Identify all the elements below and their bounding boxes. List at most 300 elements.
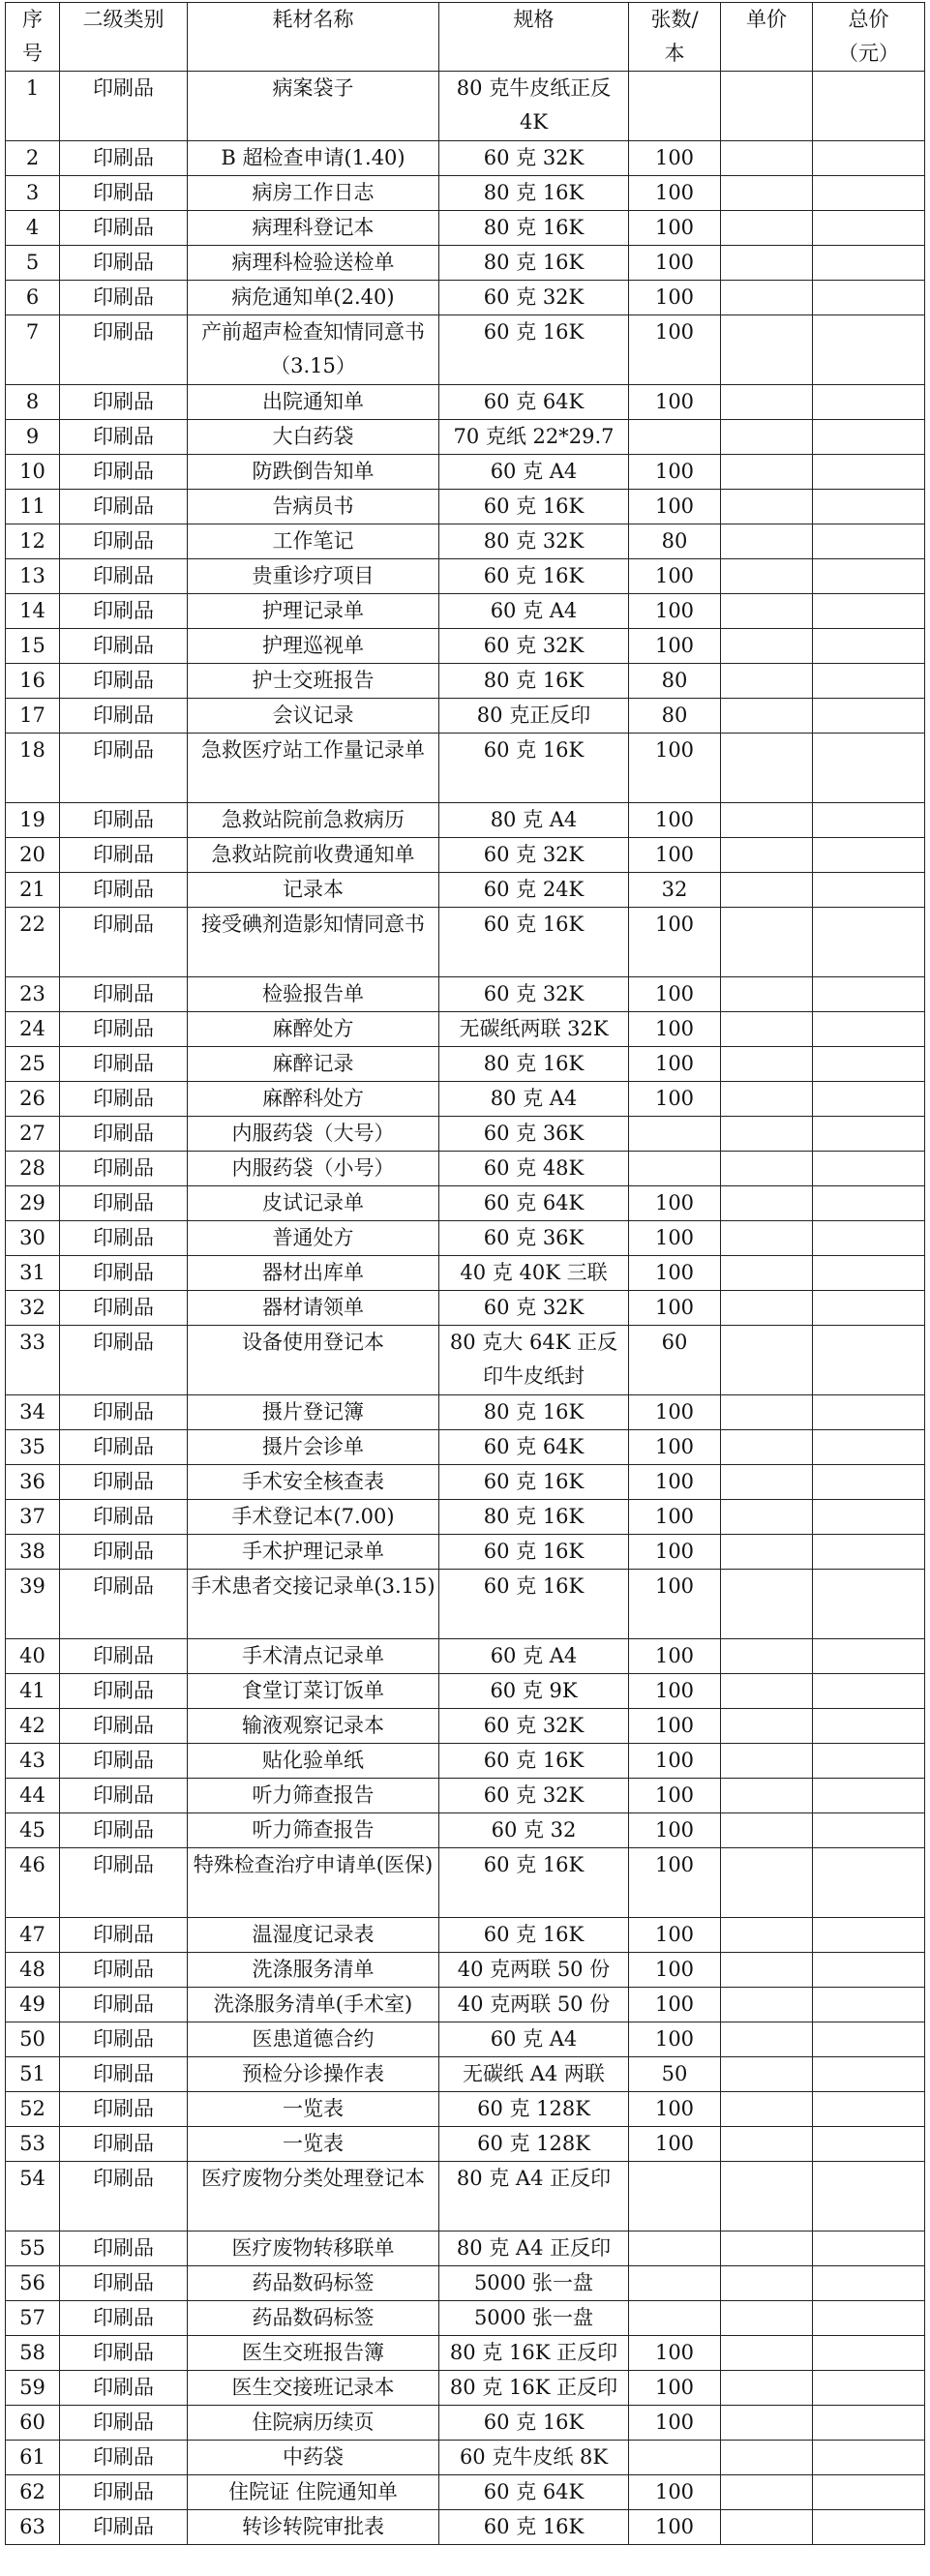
row-total-price — [813, 664, 925, 699]
row-item-name: 医患道德合约 — [188, 2022, 439, 2057]
row-item-name: 一览表 — [188, 2092, 439, 2127]
row-index: 41 — [6, 1674, 60, 1709]
table-row — [6, 455, 925, 490]
row-spec: 60 克牛皮纸 8K — [439, 2441, 629, 2475]
row-item-name: B 超检查申请(1.40) — [188, 141, 439, 176]
row-item-name: 普通处方 — [188, 1221, 439, 1256]
row-index: 16 — [6, 664, 60, 699]
row-total-price — [813, 2127, 925, 2162]
row-spec: 60 克 32K — [439, 281, 629, 315]
row-unit-price — [721, 1186, 813, 1221]
table-row — [6, 1535, 925, 1570]
row-index: 19 — [6, 803, 60, 838]
row-total-price — [813, 1117, 925, 1152]
row-total-price — [813, 1465, 925, 1500]
row-sheets: 100 — [629, 1256, 721, 1291]
row-item-name: 会议记录 — [188, 699, 439, 734]
row-index: 44 — [6, 1779, 60, 1813]
row-spec: 80 克 16K 正反印 — [439, 2336, 629, 2371]
row-category: 印刷品 — [60, 1291, 188, 1326]
row-item-name: 医生交接班记录本 — [188, 2371, 439, 2406]
table-row — [6, 2022, 925, 2057]
table-row — [6, 2232, 925, 2266]
row-unit-price — [721, 1500, 813, 1535]
row-category: 印刷品 — [60, 2266, 188, 2301]
row-spec: 60 克 32K — [439, 141, 629, 176]
row-sheets: 100 — [629, 1953, 721, 1988]
row-index: 42 — [6, 1709, 60, 1744]
row-unit-price — [721, 1535, 813, 1570]
row-unit-price — [721, 2162, 813, 2232]
table-row — [6, 1744, 925, 1779]
row-index: 47 — [6, 1918, 60, 1953]
row-category: 印刷品 — [60, 385, 188, 420]
row-sheets: 100 — [629, 977, 721, 1012]
row-total-price — [813, 141, 925, 176]
row-unit-price — [721, 385, 813, 420]
row-category: 印刷品 — [60, 838, 188, 873]
row-index: 29 — [6, 1186, 60, 1221]
row-index: 49 — [6, 1988, 60, 2022]
row-item-name: 记录本 — [188, 873, 439, 908]
row-total-price — [813, 594, 925, 629]
row-category: 印刷品 — [60, 420, 188, 455]
row-unit-price — [721, 977, 813, 1012]
row-sheets: 100 — [629, 1813, 721, 1848]
row-total-price — [813, 1395, 925, 1430]
row-unit-price — [721, 1326, 813, 1395]
row-spec: 60 克 48K — [439, 1152, 629, 1186]
row-index: 5 — [6, 246, 60, 281]
row-category: 印刷品 — [60, 2406, 188, 2441]
row-spec: 60 克 16K — [439, 315, 629, 385]
row-sheets: 32 — [629, 873, 721, 908]
row-unit-price — [721, 1082, 813, 1117]
row-category: 印刷品 — [60, 873, 188, 908]
row-category: 印刷品 — [60, 2371, 188, 2406]
row-index: 37 — [6, 1500, 60, 1535]
row-index: 9 — [6, 420, 60, 455]
table-row — [6, 2266, 925, 2301]
row-index: 38 — [6, 1535, 60, 1570]
row-unit-price — [721, 524, 813, 559]
row-sheets: 100 — [629, 1012, 721, 1047]
row-sheets: 100 — [629, 2475, 721, 2510]
row-spec: 60 克 32K — [439, 977, 629, 1012]
row-category: 印刷品 — [60, 1744, 188, 1779]
row-category: 印刷品 — [60, 176, 188, 211]
row-total-price — [813, 803, 925, 838]
table-row — [6, 385, 925, 420]
row-spec: 60 克 32K — [439, 1709, 629, 1744]
table-row — [6, 2406, 925, 2441]
header-total-price: 总价 （元） — [813, 3, 925, 72]
row-total-price — [813, 1430, 925, 1465]
row-total-price — [813, 2162, 925, 2232]
row-unit-price — [721, 2057, 813, 2092]
table-row — [6, 524, 925, 559]
row-item-name: 温湿度记录表 — [188, 1918, 439, 1953]
row-sheets: 100 — [629, 1082, 721, 1117]
row-sheets: 80 — [629, 524, 721, 559]
row-category: 印刷品 — [60, 1221, 188, 1256]
table-row — [6, 176, 925, 211]
row-total-price — [813, 281, 925, 315]
table-row — [6, 1639, 925, 1674]
row-unit-price — [721, 629, 813, 664]
table-row — [6, 2336, 925, 2371]
row-item-name: 麻醉记录 — [188, 1047, 439, 1082]
row-spec: 80 克大 64K 正反印牛皮纸封 — [439, 1326, 629, 1395]
row-category: 印刷品 — [60, 594, 188, 629]
row-spec: 60 克 32K — [439, 838, 629, 873]
table-row — [6, 699, 925, 734]
table-row — [6, 1500, 925, 1535]
row-item-name: 皮试记录单 — [188, 1186, 439, 1221]
row-unit-price — [721, 734, 813, 803]
row-item-name: 病理科登记本 — [188, 211, 439, 246]
row-sheets: 100 — [629, 1988, 721, 2022]
row-unit-price — [721, 699, 813, 734]
row-total-price — [813, 2266, 925, 2301]
table-row — [6, 1918, 925, 1953]
row-spec: 80 克 32K — [439, 524, 629, 559]
row-item-name: 特殊检查治疗申请单(医保) — [188, 1848, 439, 1918]
row-item-name: 输液观察记录本 — [188, 1709, 439, 1744]
row-total-price — [813, 838, 925, 873]
row-total-price — [813, 1326, 925, 1395]
row-spec: 60 克 24K — [439, 873, 629, 908]
row-spec: 60 克 36K — [439, 1221, 629, 1256]
row-unit-price — [721, 1152, 813, 1186]
row-sheets: 100 — [629, 490, 721, 524]
row-spec: 60 克 16K — [439, 734, 629, 803]
row-index: 30 — [6, 1221, 60, 1256]
row-spec: 80 克 16K — [439, 176, 629, 211]
row-total-price — [813, 1186, 925, 1221]
row-item-name: 贵重诊疗项目 — [188, 559, 439, 594]
row-total-price — [813, 2475, 925, 2510]
row-spec: 60 克 32K — [439, 1779, 629, 1813]
row-sheets: 100 — [629, 1674, 721, 1709]
row-spec: 60 克 16K — [439, 1535, 629, 1570]
row-unit-price — [721, 2510, 813, 2545]
row-spec: 60 克 16K — [439, 1570, 629, 1639]
row-index: 14 — [6, 594, 60, 629]
row-sheets — [629, 1117, 721, 1152]
header-category: 二级类别 — [60, 3, 188, 72]
row-item-name: 洗涤服务清单 — [188, 1953, 439, 1988]
row-total-price — [813, 1291, 925, 1326]
row-spec: 80 克 A4 — [439, 803, 629, 838]
row-spec: 80 克 16K — [439, 1395, 629, 1430]
row-index: 52 — [6, 2092, 60, 2127]
row-category: 印刷品 — [60, 2232, 188, 2266]
row-item-name: 中药袋 — [188, 2441, 439, 2475]
row-category: 印刷品 — [60, 1953, 188, 1988]
row-total-price — [813, 1639, 925, 1674]
row-item-name: 听力筛查报告 — [188, 1813, 439, 1848]
row-total-price — [813, 1918, 925, 1953]
row-sheets: 100 — [629, 1848, 721, 1918]
header-index: 序 号 — [6, 3, 60, 72]
row-index: 48 — [6, 1953, 60, 1988]
row-total-price — [813, 1813, 925, 1848]
table-row — [6, 1465, 925, 1500]
table-row — [6, 1674, 925, 1709]
row-total-price — [813, 1988, 925, 2022]
row-unit-price — [721, 1674, 813, 1709]
row-item-name: 护理巡视单 — [188, 629, 439, 664]
row-category: 印刷品 — [60, 141, 188, 176]
row-index: 28 — [6, 1152, 60, 1186]
table-row — [6, 1117, 925, 1152]
row-index: 32 — [6, 1291, 60, 1326]
row-sheets: 100 — [629, 281, 721, 315]
header-item-name: 耗材名称 — [188, 3, 439, 72]
row-total-price — [813, 211, 925, 246]
row-total-price — [813, 246, 925, 281]
row-index: 60 — [6, 2406, 60, 2441]
row-sheets: 60 — [629, 1326, 721, 1395]
row-spec: 60 克 16K — [439, 1744, 629, 1779]
row-index: 3 — [6, 176, 60, 211]
row-sheets: 100 — [629, 594, 721, 629]
row-total-price — [813, 699, 925, 734]
row-category: 印刷品 — [60, 1813, 188, 1848]
row-index: 45 — [6, 1813, 60, 1848]
table-row — [6, 72, 925, 141]
row-category: 印刷品 — [60, 1709, 188, 1744]
row-total-price — [813, 1256, 925, 1291]
row-item-name: 出院通知单 — [188, 385, 439, 420]
row-category: 印刷品 — [60, 2475, 188, 2510]
row-unit-price — [721, 1465, 813, 1500]
table-row — [6, 2475, 925, 2510]
row-spec: 60 克 9K — [439, 1674, 629, 1709]
row-total-price — [813, 1674, 925, 1709]
table-row — [6, 490, 925, 524]
row-category: 印刷品 — [60, 1395, 188, 1430]
table-row — [6, 1047, 925, 1082]
table-row — [6, 1430, 925, 1465]
row-spec: 40 克 40K 三联 — [439, 1256, 629, 1291]
row-category: 印刷品 — [60, 559, 188, 594]
row-spec: 60 克 128K — [439, 2127, 629, 2162]
row-item-name: 医生交班报告簿 — [188, 2336, 439, 2371]
row-spec: 60 克 16K — [439, 1465, 629, 1500]
row-item-name: 器材出库单 — [188, 1256, 439, 1291]
row-unit-price — [721, 246, 813, 281]
row-item-name: 手术患者交接记录单(3.15) — [188, 1570, 439, 1639]
row-index: 22 — [6, 908, 60, 977]
row-category: 印刷品 — [60, 246, 188, 281]
row-item-name: 病房工作日志 — [188, 176, 439, 211]
row-category: 印刷品 — [60, 72, 188, 141]
row-index: 8 — [6, 385, 60, 420]
row-sheets: 100 — [629, 1221, 721, 1256]
table-row — [6, 1988, 925, 2022]
row-category: 印刷品 — [60, 1082, 188, 1117]
row-category: 印刷品 — [60, 2510, 188, 2545]
row-spec: 5000 张一盘 — [439, 2266, 629, 2301]
row-spec: 80 克正反印 — [439, 699, 629, 734]
row-sheets: 100 — [629, 2406, 721, 2441]
row-item-name: 检验报告单 — [188, 977, 439, 1012]
row-unit-price — [721, 908, 813, 977]
row-sheets: 100 — [629, 2510, 721, 2545]
table-row — [6, 1256, 925, 1291]
row-total-price — [813, 1221, 925, 1256]
row-index: 57 — [6, 2301, 60, 2336]
row-sheets: 100 — [629, 176, 721, 211]
row-sheets: 100 — [629, 734, 721, 803]
table-row — [6, 803, 925, 838]
table-row — [6, 1813, 925, 1848]
row-spec: 40 克两联 50 份 — [439, 1953, 629, 1988]
row-spec: 80 克 16K — [439, 1047, 629, 1082]
table-row — [6, 594, 925, 629]
row-spec: 80 克 16K — [439, 211, 629, 246]
row-unit-price — [721, 2475, 813, 2510]
consumables-table — [5, 2, 925, 2545]
table-row — [6, 838, 925, 873]
row-sheets — [629, 2232, 721, 2266]
row-item-name: 一览表 — [188, 2127, 439, 2162]
row-sheets: 100 — [629, 246, 721, 281]
row-total-price — [813, 315, 925, 385]
table-row — [6, 2510, 925, 2545]
table-row — [6, 281, 925, 315]
row-spec: 40 克两联 50 份 — [439, 1988, 629, 2022]
row-sheets: 100 — [629, 211, 721, 246]
row-spec: 60 克 A4 — [439, 455, 629, 490]
row-unit-price — [721, 559, 813, 594]
table-row — [6, 420, 925, 455]
table-row — [6, 734, 925, 803]
row-category: 印刷品 — [60, 1848, 188, 1918]
row-unit-price — [721, 2127, 813, 2162]
row-category: 印刷品 — [60, 1117, 188, 1152]
table-row — [6, 1848, 925, 1918]
row-unit-price — [721, 1848, 813, 1918]
row-item-name: 内服药袋（大号） — [188, 1117, 439, 1152]
table-row — [6, 1082, 925, 1117]
row-index: 6 — [6, 281, 60, 315]
row-unit-price — [721, 1570, 813, 1639]
row-category: 印刷品 — [60, 1465, 188, 1500]
row-item-name: 医疗废物分类处理登记本 — [188, 2162, 439, 2232]
row-unit-price — [721, 873, 813, 908]
row-category: 印刷品 — [60, 2336, 188, 2371]
row-sheets: 80 — [629, 664, 721, 699]
row-spec: 60 克 64K — [439, 1430, 629, 1465]
table-row — [6, 1779, 925, 1813]
row-sheets: 100 — [629, 2127, 721, 2162]
row-item-name: 药品数码标签 — [188, 2266, 439, 2301]
row-spec: 60 克 16K — [439, 490, 629, 524]
row-item-name: 住院病历续页 — [188, 2406, 439, 2441]
row-sheets — [629, 2301, 721, 2336]
row-unit-price — [721, 1988, 813, 2022]
table-row — [6, 2301, 925, 2336]
row-sheets — [629, 72, 721, 141]
row-sheets: 100 — [629, 1500, 721, 1535]
row-sheets: 100 — [629, 1465, 721, 1500]
row-total-price — [813, 420, 925, 455]
row-unit-price — [721, 2022, 813, 2057]
row-total-price — [813, 1848, 925, 1918]
row-item-name: 食堂订菜订饭单 — [188, 1674, 439, 1709]
row-category: 印刷品 — [60, 908, 188, 977]
row-sheets: 100 — [629, 1291, 721, 1326]
row-total-price — [813, 2441, 925, 2475]
row-spec: 60 克 16K — [439, 908, 629, 977]
row-category: 印刷品 — [60, 2441, 188, 2475]
row-sheets: 100 — [629, 1047, 721, 1082]
table-row — [6, 873, 925, 908]
row-total-price — [813, 908, 925, 977]
row-index: 26 — [6, 1082, 60, 1117]
row-category: 印刷品 — [60, 2162, 188, 2232]
row-sheets: 100 — [629, 803, 721, 838]
row-item-name: 护理记录单 — [188, 594, 439, 629]
row-item-name: 药品数码标签 — [188, 2301, 439, 2336]
table-row — [6, 664, 925, 699]
row-item-name: 手术清点记录单 — [188, 1639, 439, 1674]
row-item-name: 急救医疗站工作量记录单 — [188, 734, 439, 803]
row-category: 印刷品 — [60, 490, 188, 524]
row-category: 印刷品 — [60, 803, 188, 838]
row-sheets — [629, 1152, 721, 1186]
row-unit-price — [721, 1395, 813, 1430]
row-total-price — [813, 72, 925, 141]
row-spec: 80 克 A4 正反印 — [439, 2232, 629, 2266]
row-sheets: 100 — [629, 1430, 721, 1465]
row-unit-price — [721, 1953, 813, 1988]
row-item-name: 接受碘剂造影知情同意书 — [188, 908, 439, 977]
row-index: 23 — [6, 977, 60, 1012]
row-item-name: 产前超声检查知情同意书（3.15） — [188, 315, 439, 385]
row-category: 印刷品 — [60, 1500, 188, 1535]
row-total-price — [813, 385, 925, 420]
table-row — [6, 2162, 925, 2232]
row-spec: 60 克 32K — [439, 629, 629, 664]
table-row — [6, 629, 925, 664]
row-category: 印刷品 — [60, 1570, 188, 1639]
row-spec: 60 克 36K — [439, 1117, 629, 1152]
header-spec: 规格 — [439, 3, 629, 72]
row-category: 印刷品 — [60, 1186, 188, 1221]
row-spec: 60 克 16K — [439, 1848, 629, 1918]
row-unit-price — [721, 1709, 813, 1744]
row-category: 印刷品 — [60, 1779, 188, 1813]
row-index: 36 — [6, 1465, 60, 1500]
header-row — [6, 3, 925, 72]
row-item-name: 防跌倒告知单 — [188, 455, 439, 490]
row-item-name: 大白药袋 — [188, 420, 439, 455]
table-row — [6, 2057, 925, 2092]
row-total-price — [813, 629, 925, 664]
row-sheets: 100 — [629, 1744, 721, 1779]
row-index: 43 — [6, 1744, 60, 1779]
row-sheets: 100 — [629, 908, 721, 977]
row-spec: 60 克 32 — [439, 1813, 629, 1848]
row-total-price — [813, 1500, 925, 1535]
row-index: 7 — [6, 315, 60, 385]
row-item-name: 病案袋子 — [188, 72, 439, 141]
row-total-price — [813, 1047, 925, 1082]
